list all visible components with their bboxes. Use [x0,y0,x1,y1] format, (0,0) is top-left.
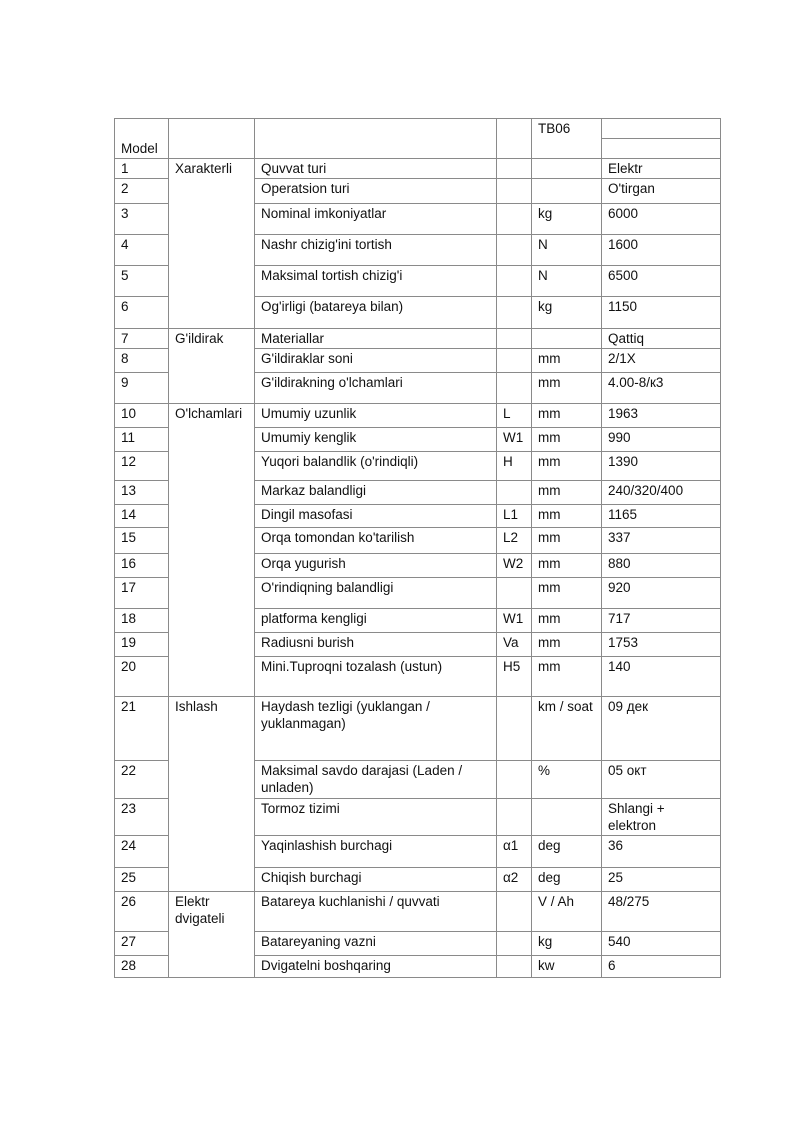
row-number: 25 [115,867,169,891]
header-cell-empty [602,139,721,159]
row-number: 19 [115,632,169,656]
parameter-name: Dvigatelni boshqaring [255,955,497,977]
parameter-name: G'ildiraklar soni [255,348,497,372]
parameter-unit [532,158,602,178]
parameter-name: Umumiy kenglik [255,427,497,451]
parameter-value: 25 [602,867,721,891]
parameter-unit: mm [532,427,602,451]
parameter-name: Materiallar [255,328,497,348]
spec-table-body [115,119,721,978]
parameter-unit [532,178,602,203]
parameter-value: 990 [602,427,721,451]
parameter-value: 6000 [602,203,721,234]
parameter-unit: mm [532,632,602,656]
parameter-symbol [497,234,532,265]
parameter-value: 05 окт [602,760,721,798]
header-cell-empty [602,119,721,139]
parameter-name: Orqa tomondan ko'tarilish [255,527,497,553]
parameter-symbol [497,372,532,403]
parameter-name: G'ildirakning o'lchamlari [255,372,497,403]
parameter-value: 717 [602,608,721,632]
parameter-symbol [497,955,532,977]
parameter-name: Nashr chizig'ini tortish [255,234,497,265]
header-row-model-code [115,119,721,139]
parameter-value: 140 [602,656,721,696]
row-number: 5 [115,265,169,296]
parameter-name: Mini.Tuproqni tozalash (ustun) [255,656,497,696]
row-number: 6 [115,296,169,328]
parameter-name: Yaqinlashish burchagi [255,835,497,867]
parameter-unit: deg [532,867,602,891]
table-row [115,158,721,178]
parameter-name: Markaz balandligi [255,480,497,504]
parameter-name: Maksimal tortish chizig'i [255,265,497,296]
parameter-value: 540 [602,931,721,955]
parameter-symbol [497,296,532,328]
parameter-name: Batareyaning vazni [255,931,497,955]
parameter-unit: N [532,265,602,296]
parameter-symbol: H [497,451,532,480]
parameter-name: Og'irligi (batareya bilan) [255,296,497,328]
parameter-symbol [497,178,532,203]
parameter-name: Chiqish burchagi [255,867,497,891]
row-number: 8 [115,348,169,372]
parameter-name: Umumiy uzunlik [255,403,497,427]
parameter-symbol: α1 [497,835,532,867]
header-cell-empty [255,119,497,159]
parameter-value: 09 дек [602,696,721,760]
row-number: 13 [115,480,169,504]
parameter-unit: % [532,760,602,798]
parameter-value: Shlangi + elektron [602,798,721,835]
row-number: 17 [115,577,169,608]
row-number: 27 [115,931,169,955]
parameter-symbol [497,328,532,348]
row-number: 23 [115,798,169,835]
parameter-unit [532,328,602,348]
parameter-value: 1165 [602,504,721,527]
parameter-symbol: H5 [497,656,532,696]
parameter-name: Quvvat turi [255,158,497,178]
table-row [115,328,721,348]
row-number: 1 [115,158,169,178]
parameter-symbol: W2 [497,553,532,577]
parameter-unit: mm [532,348,602,372]
parameter-unit: kg [532,296,602,328]
row-number: 11 [115,427,169,451]
row-number: 9 [115,372,169,403]
parameter-unit: deg [532,835,602,867]
row-number: 16 [115,553,169,577]
row-number: 3 [115,203,169,234]
parameter-symbol [497,931,532,955]
parameter-unit: mm [532,553,602,577]
row-number: 28 [115,955,169,977]
table-row [115,891,721,931]
group-label: Elektr dvigateli [169,891,255,977]
group-label: Ishlash [169,696,255,891]
parameter-unit: mm [532,451,602,480]
parameter-value: 337 [602,527,721,553]
parameter-value: 1150 [602,296,721,328]
parameter-unit: km / soat [532,696,602,760]
parameter-unit: mm [532,608,602,632]
parameter-symbol: L [497,403,532,427]
parameter-symbol [497,265,532,296]
header-cell-empty [169,119,255,159]
parameter-name: Tormoz tizimi [255,798,497,835]
row-number: 7 [115,328,169,348]
parameter-symbol [497,480,532,504]
row-number: 26 [115,891,169,931]
row-number: 24 [115,835,169,867]
parameter-name: O'rindiqning balandligi [255,577,497,608]
parameter-value: Elektr [602,158,721,178]
model-label: Model [115,139,169,159]
parameter-name: Yuqori balandlik (o'rindiqli) [255,451,497,480]
parameter-value: 920 [602,577,721,608]
row-number: 12 [115,451,169,480]
row-number: 21 [115,696,169,760]
parameter-value: 1390 [602,451,721,480]
header-cell-empty [497,119,532,159]
parameter-symbol [497,203,532,234]
parameter-unit: kw [532,955,602,977]
parameter-symbol [497,760,532,798]
row-number: 4 [115,234,169,265]
table-row [115,403,721,427]
row-number: 14 [115,504,169,527]
parameter-unit: mm [532,656,602,696]
model-code: TB06 [532,119,602,159]
parameter-symbol [497,696,532,760]
parameter-unit: mm [532,403,602,427]
parameter-value: O'tirgan [602,178,721,203]
parameter-symbol [497,798,532,835]
parameter-symbol [497,577,532,608]
parameter-name: Batareya kuchlanishi / quvvati [255,891,497,931]
parameter-symbol [497,158,532,178]
parameter-symbol [497,348,532,372]
parameter-symbol: L2 [497,527,532,553]
header-cell-empty [115,119,169,139]
parameter-value: 2/1X [602,348,721,372]
parameter-value: 1963 [602,403,721,427]
parameter-symbol: W1 [497,608,532,632]
table-row [115,696,721,760]
row-number: 22 [115,760,169,798]
group-label: G'ildirak [169,328,255,403]
row-number: 2 [115,178,169,203]
parameter-value: 6 [602,955,721,977]
parameter-unit: mm [532,527,602,553]
parameter-value: 48/275 [602,891,721,931]
parameter-symbol: L1 [497,504,532,527]
parameter-unit: mm [532,577,602,608]
parameter-value: 1600 [602,234,721,265]
parameter-name: Operatsion turi [255,178,497,203]
row-number: 20 [115,656,169,696]
parameter-unit: kg [532,931,602,955]
spec-table [114,118,721,978]
parameter-value: 4.00-8/к3 [602,372,721,403]
parameter-unit [532,798,602,835]
parameter-unit: mm [532,372,602,403]
parameter-value: 6500 [602,265,721,296]
parameter-unit: mm [532,480,602,504]
parameter-name: Haydash tezligi (yuklangan / yuklanmagan) [255,696,497,760]
parameter-name: platforma kengligi [255,608,497,632]
parameter-unit: kg [532,203,602,234]
parameter-value: 240/320/400 [602,480,721,504]
parameter-name: Orqa yugurish [255,553,497,577]
group-label: Xarakterli [169,158,255,328]
row-number: 10 [115,403,169,427]
row-number: 15 [115,527,169,553]
parameter-value: 880 [602,553,721,577]
parameter-symbol: Va [497,632,532,656]
parameter-value: 1753 [602,632,721,656]
parameter-symbol: α2 [497,867,532,891]
parameter-name: Dingil masofasi [255,504,497,527]
parameter-value: 36 [602,835,721,867]
parameter-unit: V / Ah [532,891,602,931]
row-number: 18 [115,608,169,632]
parameter-name: Maksimal savdo darajasi (Laden / unladen) [255,760,497,798]
parameter-symbol: W1 [497,427,532,451]
parameter-name: Radiusni burish [255,632,497,656]
parameter-unit: N [532,234,602,265]
parameter-value: Qattiq [602,328,721,348]
parameter-unit: mm [532,504,602,527]
parameter-name: Nominal imkoniyatlar [255,203,497,234]
parameter-symbol [497,891,532,931]
group-label: O'lchamlari [169,403,255,696]
